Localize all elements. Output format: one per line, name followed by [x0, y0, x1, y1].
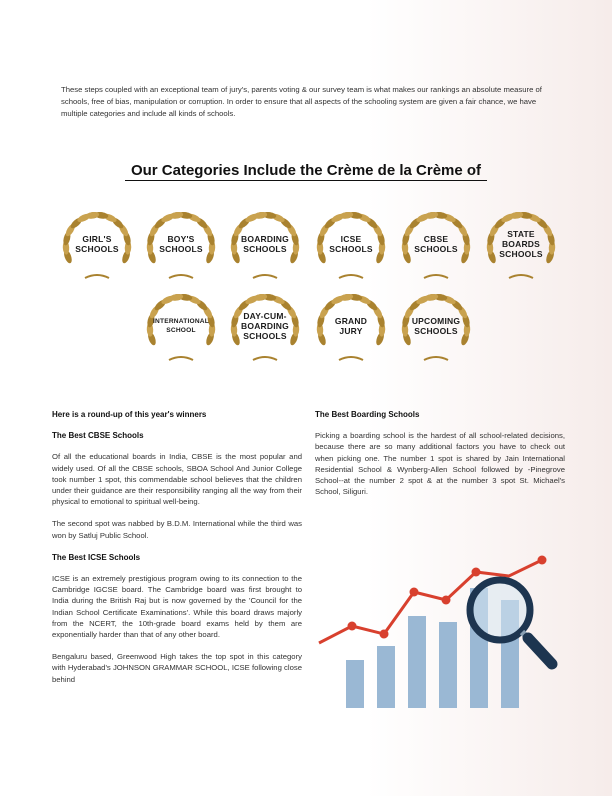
category-badge: [141, 286, 221, 366]
icse-paragraph-2: Bengaluru based, Greenwood High takes the top spot in this category with Hyderabad's JOHNSON GRAMMAR SCHOOL, ICSE following close behind: [52, 652, 302, 684]
category-badge: [225, 204, 305, 284]
chart-bar: [439, 622, 457, 708]
category-badge: [396, 204, 476, 284]
icse-paragraph-1: ICSE is an extremely prestigious program owing to its connection to the Cambridge IGCSE board. The Cambridge board was first brought to India during the British Raj but is now governed by the 'Council for the Indian School Certificate Examinations'. While this board draws majorly from the NCERT, the 10th-grade board exams held by them are exponentially harder than that of any other board.: [52, 574, 302, 640]
boarding-paragraph-1: Picking a boarding school is the hardest of all school-related decisions, because there are so many additional factors you have to check out when picking one. The number 1 spot is shared by Jain International Residential School & Wynberg-Allen School followed by -Pinegrove School--at the number 2 spot & at the number 3 spot St. Michael's School, Siliguri.: [315, 431, 565, 497]
icse-heading: The Best ICSE Schools: [52, 552, 141, 562]
trend-point: [410, 588, 419, 597]
category-badge: [481, 204, 561, 284]
trend-point: [380, 630, 389, 639]
category-badge: [311, 286, 391, 366]
boarding-heading: The Best Boarding Schools: [315, 410, 420, 419]
category-badge-label: ICSE SCHOOLS: [329, 234, 373, 254]
trend-point: [348, 622, 357, 631]
category-badge: [225, 286, 305, 366]
category-badge-label: BOARDING SCHOOLS: [241, 234, 289, 254]
chart-bar: [408, 616, 426, 708]
cbse-paragraph-2: The second spot was nabbed by B.D.M. International while the third was won by Satluj Public School.: [52, 519, 302, 540]
trend-point: [472, 568, 481, 577]
categories-title-text: Our Categories Include the Crème de la Crème of: [125, 162, 487, 181]
categories-title: [0, 162, 612, 179]
category-badge-label: GIRL'S SCHOOLS: [75, 234, 119, 254]
left-column: [52, 409, 302, 696]
category-badge-label: STATE BOARDS SCHOOLS: [499, 229, 543, 259]
intro-paragraph: These steps coupled with an exceptional team of jury's, parents voting & our survey team is what makes our rankings an absolute measure of schools, free of bias, manipulation or corruption. In order to ensure that all aspects of the schooling system are given a fair chance, we have multiple categories and include all kinds of schools.: [61, 85, 542, 118]
category-badge-label: INTERNATIONAL SCHOOL: [153, 318, 209, 334]
roundup-heading: Here is a round-up of this year's winners: [52, 410, 207, 419]
trend-point: [442, 596, 451, 605]
category-badge: [57, 204, 137, 284]
category-badge: [141, 204, 221, 284]
right-column: [315, 409, 565, 508]
cbse-heading: The Best CBSE Schools: [52, 431, 144, 441]
category-badge-label: GRAND JURY: [334, 316, 368, 336]
category-badge-label: BOY'S SCHOOLS: [159, 234, 203, 254]
chart-bar: [377, 646, 395, 708]
category-badge-label: UPCOMING SCHOOLS: [411, 316, 461, 336]
cbse-paragraph-1: Of all the educational boards in India, CBSE is the most popular and widely used. Of all the CBSE schools, SBOA School And Junior College took number 1 spot, this commendable school believes that the children under their guidance are their responsibility ranging all the way from their physical to emotional to spiritual well-being.: [52, 452, 302, 507]
growth-chart-illustration: [314, 548, 564, 728]
category-badge-label: DAY-CUM- BOARDING SCHOOLS: [241, 311, 289, 341]
category-badge-label: CBSE SCHOOLS: [414, 234, 458, 254]
category-badge: [396, 286, 476, 366]
category-badge: [311, 204, 391, 284]
trend-point: [538, 556, 547, 565]
chart-bar: [346, 660, 364, 708]
